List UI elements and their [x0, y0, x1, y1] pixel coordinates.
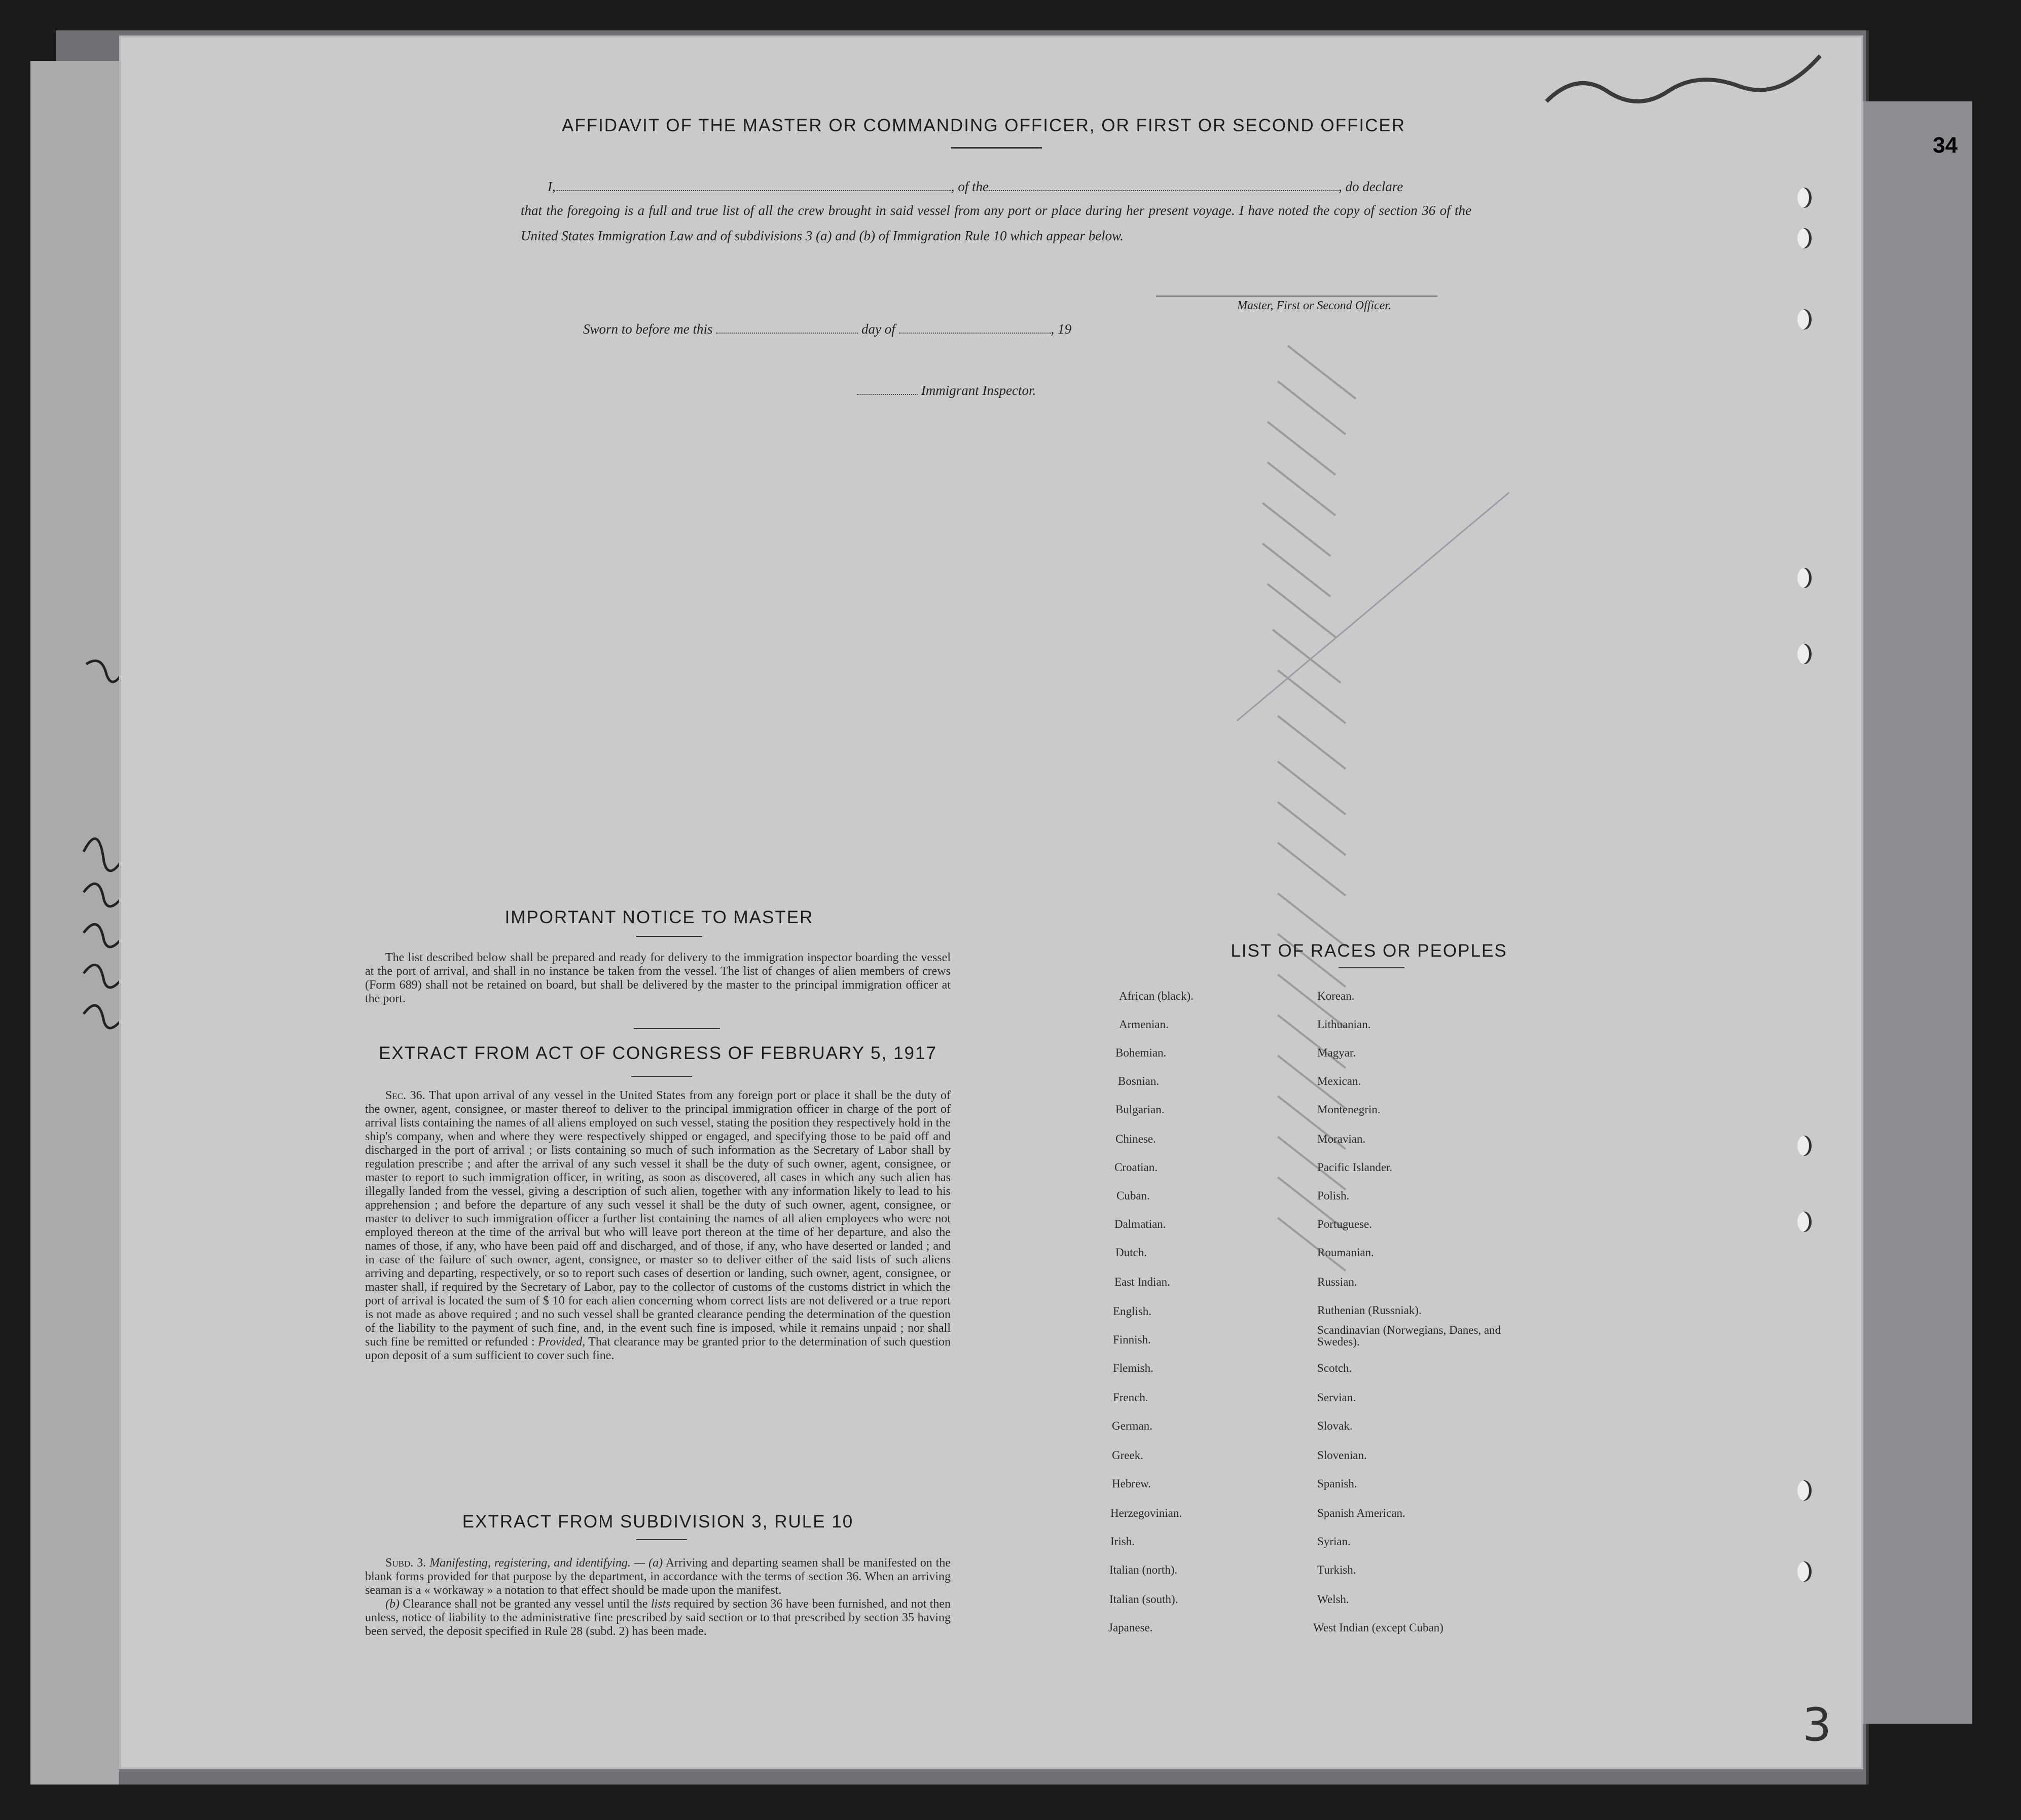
race-item: African (black). — [1119, 990, 1194, 1002]
race-item: Montenegrin. — [1317, 1103, 1381, 1116]
binder-hole — [1797, 188, 1812, 208]
binder-hole — [1797, 1561, 1812, 1582]
race-item: Slovenian. — [1317, 1449, 1367, 1462]
race-item: Syrian. — [1317, 1535, 1351, 1548]
binder-hole — [1797, 1480, 1812, 1501]
affidavit-body: that the foregoing is a full and true list of all the crew brought in said vessel from any port or place during her present voyage. I have noted the copy of section 36 of the United States Immigration Law and of subdivisions 3 (a) and (b) of Immigration Rule 10 which appear below. — [521, 203, 1471, 243]
affidavit-line-1 — [548, 179, 1470, 195]
race-item: Irish. — [1110, 1535, 1135, 1548]
race-item: Bulgarian. — [1115, 1103, 1165, 1116]
sworn-line — [583, 321, 1192, 337]
race-item: Ruthenian (Russniak). — [1317, 1304, 1422, 1317]
race-item: French. — [1113, 1391, 1148, 1404]
notice-title: IMPORTANT NOTICE TO MASTER — [504, 907, 814, 927]
race-item: Bohemian. — [1115, 1046, 1167, 1059]
signature-label: Master, First or Second Officer. — [1237, 299, 1391, 312]
race-item: Scandinavian (Norwegians, Danes, and Swedes). — [1317, 1324, 1501, 1348]
affidavit-i: I, — [548, 179, 556, 194]
notice-rule — [636, 936, 702, 937]
affidavit-of-the: , of the — [951, 179, 989, 194]
race-item: Italian (south). — [1109, 1593, 1178, 1606]
race-item: Herzegovinian. — [1110, 1507, 1182, 1519]
race-item: Moravian. — [1317, 1133, 1366, 1145]
race-item: Mexican. — [1317, 1075, 1361, 1087]
race-item: Cuban. — [1116, 1189, 1150, 1202]
race-item: Armenian. — [1119, 1018, 1169, 1031]
race-item: Spanish. — [1317, 1477, 1357, 1490]
title-rule — [951, 147, 1042, 149]
race-item: Russian. — [1317, 1276, 1357, 1288]
page-number: 34 — [1933, 133, 1958, 158]
race-item: East Indian. — [1114, 1276, 1170, 1288]
sworn-prefix: Sworn to before me this — [583, 321, 713, 337]
race-item: Finnish. — [1113, 1333, 1151, 1346]
sworn-day-of: day of — [861, 321, 895, 337]
race-item: Japanese. — [1108, 1621, 1153, 1634]
extract2-text: Subd. 3. Manifesting, registering, and identifying. — (a) Arriving and departing seamen shall be manifested on the blank forms provided for that purpose by the department, in accordance with the terms of section 36. When an arriving seaman is a « workaway » a notation to that effect should be made upon the manifest. (b) Clearance shall not be granted any vessel until the lists required by section 36 have been furnished, and not then unless, notice of liability to the administrative fine prescribed by said section or to that prescribed by section 35 having been served, the deposit specified in Rule 28 (subd. 2) has been made. — [365, 1556, 951, 1638]
races-title: LIST OF RACES OR PEOPLES — [1231, 941, 1507, 961]
race-item: Servian. — [1317, 1391, 1356, 1404]
inspector-line — [857, 383, 1036, 398]
race-item: Dutch. — [1115, 1246, 1147, 1259]
sworn-year: , 19 — [1051, 321, 1071, 337]
race-item: Pacific Islander. — [1317, 1161, 1393, 1174]
race-item: Flemish. — [1113, 1362, 1153, 1374]
extract1-rule — [631, 1076, 692, 1077]
inspector-blank[interactable] — [857, 394, 918, 395]
race-item: West Indian (except Cuban) — [1313, 1621, 1443, 1634]
race-item: Spanish American. — [1317, 1507, 1405, 1519]
race-item: Italian (north). — [1109, 1563, 1178, 1576]
race-item: Roumanian. — [1317, 1246, 1374, 1259]
race-item: Lithuanian. — [1317, 1018, 1371, 1031]
extract1-title: EXTRACT FROM ACT OF CONGRESS OF FEBRUARY 5, 1917 — [379, 1043, 937, 1063]
race-item: Korean. — [1317, 990, 1355, 1002]
race-item: Greek. — [1112, 1449, 1143, 1462]
name-blank[interactable] — [556, 190, 951, 191]
sworn-day-blank[interactable] — [716, 333, 858, 334]
race-item: Chinese. — [1115, 1133, 1156, 1145]
binder-hole — [1797, 309, 1812, 330]
handwritten-scrawl-top — [1541, 41, 1835, 132]
race-item: Slovak. — [1317, 1419, 1353, 1432]
binder-hole — [1797, 1136, 1812, 1156]
races-rule — [1339, 967, 1404, 968]
sworn-month-blank[interactable] — [899, 333, 1051, 334]
extract2-rule — [636, 1539, 687, 1540]
signature-line — [1156, 296, 1437, 297]
vessel-blank[interactable] — [989, 190, 1339, 191]
race-item: Dalmatian. — [1114, 1218, 1166, 1230]
notice-divider — [634, 1028, 720, 1029]
binder-hole — [1797, 644, 1812, 664]
form-sheet — [119, 35, 1863, 1769]
binder-hole — [1797, 228, 1812, 248]
extract1-text: Sec. 36. That upon arrival of any vessel in the United States from any foreign port or place it shall be the duty of the owner, agent, consignee, or master thereof to deliver to the principal immigration officer in charge of the port of arrival lists containing the names of all aliens employed on such vessel, stating the position they respectively hold in the ship's company, when and where they were respectively shipped or engaged, and specifying those to be paid off and discharged in the port of arrival ; or lists containing so much of such information as the Secretary of Labor shall by regulation prescribe ; and after the arrival of any such vessel it shall be the duty of such owner, agent, consignee, or master to report to such immigration officer, in writing, as soon as discovered, all cases in which any such alien has illegally landed from the vessel, giving a description of such alien, together with any information likely to lead to his apprehension ; and before the departure of any such vessel it shall be the duty of such owner, agent, consignee, or master to deliver to such immigration officer a further list containing the names of all alien employees who were not employed thereon at the time of the arrival but who will leave port thereon at the time of her departure, and also the names of those, if any, who have been paid off and discharged, and of those, if any, who have deserted or landed ; and in case of the failure of such owner, agent, consignee, or master so to deliver either of the said lists of such aliens arriving and departing, respectively, or so to report such cases of desertion or landing, such owner, agent, consignee, or master shall, if required by the Secretary of Labor, pay to the collector of customs of the customs district in which the port of arrival is located the sum of $ 10 for each alien concerning whom correct lists are not delivered or a true report is not made as above required ; and no such vessel shall be granted clearance pending the determination of the question of the liability to the payment of such fine, and, in the event such fine is imposed, while it remains unpaid ; nor shall such fine be remitted or refunded : Provided, That clearance may be granted prior to the determination of such question upon deposit of a sum sufficient to cover such fine. — [365, 1089, 951, 1362]
notice-text: The list described below shall be prepared and ready for delivery to the immigration inspector boarding the vessel at the port of arrival, and shall in no instance be taken from the vessel. The list of changes of alien members of crews (Form 689) shall not be retained on board, but shall be delivered by the master to the principal immigration officer at the port. — [365, 951, 951, 1005]
backing-sheet-edge — [1861, 101, 1972, 1724]
race-item: English. — [1113, 1305, 1152, 1318]
extract2-title: EXTRACT FROM SUBDIVISION 3, RULE 10 — [462, 1512, 854, 1532]
race-item: Bosnian. — [1118, 1075, 1160, 1087]
inspector-label: Immigrant Inspector. — [921, 383, 1036, 398]
race-item: German. — [1112, 1419, 1152, 1432]
binder-hole — [1797, 568, 1812, 588]
race-item: Portuguese. — [1317, 1218, 1372, 1230]
handwritten-page-number: 3 — [1802, 1698, 1832, 1752]
race-item: Polish. — [1317, 1189, 1350, 1202]
sec-label: Sec. 36. — [385, 1089, 425, 1102]
affidavit-declare: , do declare — [1339, 179, 1403, 194]
race-item: Magyar. — [1317, 1046, 1356, 1059]
race-item: Turkish. — [1317, 1563, 1356, 1576]
race-item: Welsh. — [1317, 1593, 1349, 1606]
race-item: Croatian. — [1114, 1161, 1158, 1174]
affidavit-title: AFFIDAVIT OF THE MASTER OR COMMANDING OFFICER, OR FIRST OR SECOND OFFICER — [561, 116, 1406, 135]
race-item: Hebrew. — [1112, 1477, 1151, 1490]
race-item: Scotch. — [1317, 1362, 1352, 1374]
binder-hole — [1797, 1212, 1812, 1232]
